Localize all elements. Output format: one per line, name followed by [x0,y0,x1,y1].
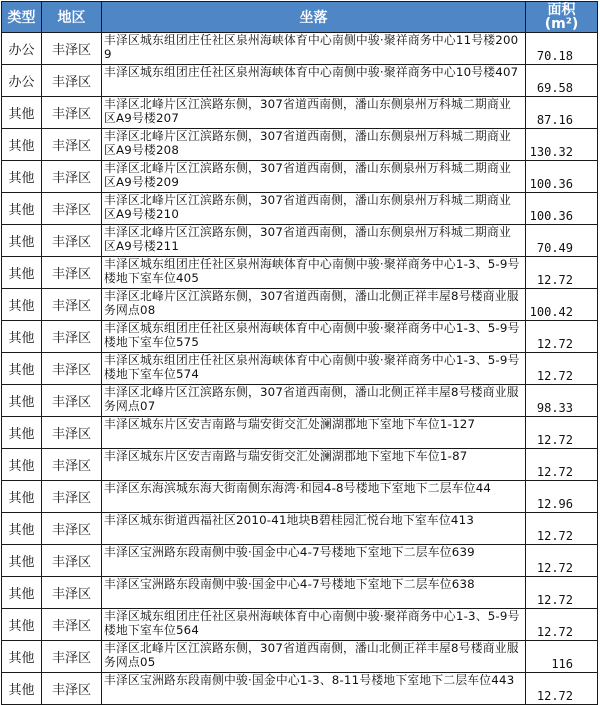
cell-area: 69.58 [526,65,598,97]
table-row [2,353,598,385]
cell-district: 丰泽区 [42,353,102,385]
table-row [2,609,598,641]
table-row [2,257,598,289]
cell-district: 丰泽区 [42,449,102,481]
cell-location: 丰泽区北峰片区江滨路东侧，307省道西南侧，潘山北侧正祥丰屋8号楼商业服务网点05 [102,641,526,673]
cell-type: 其他 [2,289,42,321]
cell-location: 丰泽区北峰片区江滨路东侧，307省道西南侧，潘山东侧泉州万科城二期商业区A9号楼211 [102,225,526,257]
cell-location: 丰泽区北峰片区江滨路东侧，307省道西南侧，潘山东侧泉州万科城二期商业区A9号楼208 [102,129,526,161]
table-row [2,545,598,577]
table-row [2,225,598,257]
cell-type: 其他 [2,481,42,513]
cell-area: 12.72 [526,577,598,609]
cell-area: 100.42 [526,289,598,321]
cell-area: 12.72 [526,513,598,545]
cell-area: 130.32 [526,129,598,161]
cell-location: 丰泽区北峰片区江滨路东侧，307省道西南侧，潘山东侧泉州万科城二期商业区A9号楼210 [102,193,526,225]
cell-location: 丰泽区北峰片区江滨路东侧，307省道西南侧，潘山北侧正祥丰屋8号楼商业服务网点07 [102,385,526,417]
cell-district: 丰泽区 [42,417,102,449]
table-row [2,161,598,193]
cell-area: 12.72 [526,545,598,577]
cell-district: 丰泽区 [42,289,102,321]
table-row [2,321,598,353]
cell-location: 丰泽区城东组团庄任社区泉州海峡体育中心南侧中骏·聚祥商务中心1-3、5-9号楼地下室车位564 [102,609,526,641]
cell-location: 丰泽区城东组团庄任社区泉州海峡体育中心南侧中骏·聚祥商务中心1-3、5-9号楼地下室车位405 [102,257,526,289]
cell-district: 丰泽区 [42,641,102,673]
cell-district: 丰泽区 [42,609,102,641]
cell-location: 丰泽区北峰片区江滨路东侧，307省道西南侧，潘山东侧泉州万科城二期商业区A9号楼209 [102,161,526,193]
table-row [2,641,598,673]
cell-type: 其他 [2,225,42,257]
cell-type: 其他 [2,545,42,577]
table-row [2,65,598,97]
table-row [2,673,598,705]
table-row [2,289,598,321]
cell-district: 丰泽区 [42,577,102,609]
header-type: 类型 [2,2,42,33]
table-row [2,193,598,225]
cell-type: 其他 [2,513,42,545]
cell-location: 丰泽区城东组团庄任社区泉州海峡体育中心南侧中骏·聚祥商务中心1-3、5-9号楼地下室车位574 [102,353,526,385]
cell-district: 丰泽区 [42,97,102,129]
cell-area: 12.96 [526,481,598,513]
cell-district: 丰泽区 [42,225,102,257]
header-district: 地区 [42,2,102,33]
cell-district: 丰泽区 [42,129,102,161]
cell-location: 丰泽区北峰片区江滨路东侧，307省道西南侧，潘山东侧泉州万科城二期商业区A9号楼207 [102,97,526,129]
property-table-container [1,1,598,705]
cell-area: 70.49 [526,225,598,257]
cell-district: 丰泽区 [42,513,102,545]
cell-area: 12.72 [526,609,598,641]
cell-type: 其他 [2,129,42,161]
table-row [2,97,598,129]
cell-type: 其他 [2,673,42,705]
cell-type: 办公 [2,65,42,97]
cell-area: 12.72 [526,449,598,481]
cell-area: 12.72 [526,321,598,353]
cell-area: 116 [526,641,598,673]
cell-location: 丰泽区城东片区安吉南路与瑞安街交汇处澜湖郡地下室地下车位1-87 [102,449,526,481]
table-row [2,33,598,65]
cell-location: 丰泽区城东组团庄任社区泉州海峡体育中心南侧中骏·聚祥商务中心10号楼407 [102,65,526,97]
cell-district: 丰泽区 [42,481,102,513]
cell-type: 办公 [2,33,42,65]
cell-type: 其他 [2,161,42,193]
table-row [2,481,598,513]
cell-location: 丰泽区城东片区安吉南路与瑞安街交汇处澜湖郡地下室地下车位1-127 [102,417,526,449]
cell-area: 12.72 [526,673,598,705]
cell-type: 其他 [2,257,42,289]
cell-district: 丰泽区 [42,385,102,417]
cell-location: 丰泽区宝洲路东段南侧中骏·国金中心4-7号楼地下室地下二层车位639 [102,545,526,577]
cell-district: 丰泽区 [42,673,102,705]
table-row [2,449,598,481]
header-location: 坐落 [102,2,526,33]
cell-area: 98.33 [526,385,598,417]
table-row [2,577,598,609]
cell-location: 丰泽区城东街道西福社区2010-41地块B碧桂园汇悦台地下室车位413 [102,513,526,545]
cell-district: 丰泽区 [42,161,102,193]
table-row [2,513,598,545]
cell-type: 其他 [2,449,42,481]
cell-location: 丰泽区东海滨城东海大街南侧东海湾·和园4-8号楼地下室地下二层车位44 [102,481,526,513]
cell-area: 100.36 [526,193,598,225]
cell-district: 丰泽区 [42,545,102,577]
cell-type: 其他 [2,641,42,673]
cell-location: 丰泽区城东组团庄任社区泉州海峡体育中心南侧中骏·聚祥商务中心1-3、5-9号楼地下室车位575 [102,321,526,353]
cell-type: 其他 [2,609,42,641]
cell-location: 丰泽区城东组团庄任社区泉州海峡体育中心南侧中骏·聚祥商务中心11号楼2009 [102,33,526,65]
cell-location: 丰泽区宝洲路东段南侧中骏·国金中心1-3、8-11号楼地下室地下二层车位443 [102,673,526,705]
cell-type: 其他 [2,577,42,609]
cell-area: 100.36 [526,161,598,193]
cell-district: 丰泽区 [42,257,102,289]
cell-type: 其他 [2,321,42,353]
cell-type: 其他 [2,417,42,449]
table-header-row [2,2,598,33]
header-area: 面积 (m²) [526,2,598,33]
cell-location: 丰泽区北峰片区江滨路东侧，307省道西南侧，潘山北侧正祥丰屋8号楼商业服务网点08 [102,289,526,321]
cell-area: 12.72 [526,417,598,449]
table-row [2,385,598,417]
cell-area: 87.16 [526,97,598,129]
cell-area: 70.18 [526,33,598,65]
cell-district: 丰泽区 [42,65,102,97]
table-row [2,129,598,161]
cell-district: 丰泽区 [42,193,102,225]
cell-type: 其他 [2,353,42,385]
property-table [1,1,598,705]
table-row [2,417,598,449]
cell-type: 其他 [2,97,42,129]
table-body [2,33,598,705]
cell-location: 丰泽区宝洲路东段南侧中骏·国金中心4-7号楼地下室地下二层车位638 [102,577,526,609]
cell-type: 其他 [2,193,42,225]
cell-district: 丰泽区 [42,321,102,353]
cell-type: 其他 [2,385,42,417]
cell-area: 12.72 [526,257,598,289]
cell-area: 12.72 [526,353,598,385]
cell-district: 丰泽区 [42,33,102,65]
